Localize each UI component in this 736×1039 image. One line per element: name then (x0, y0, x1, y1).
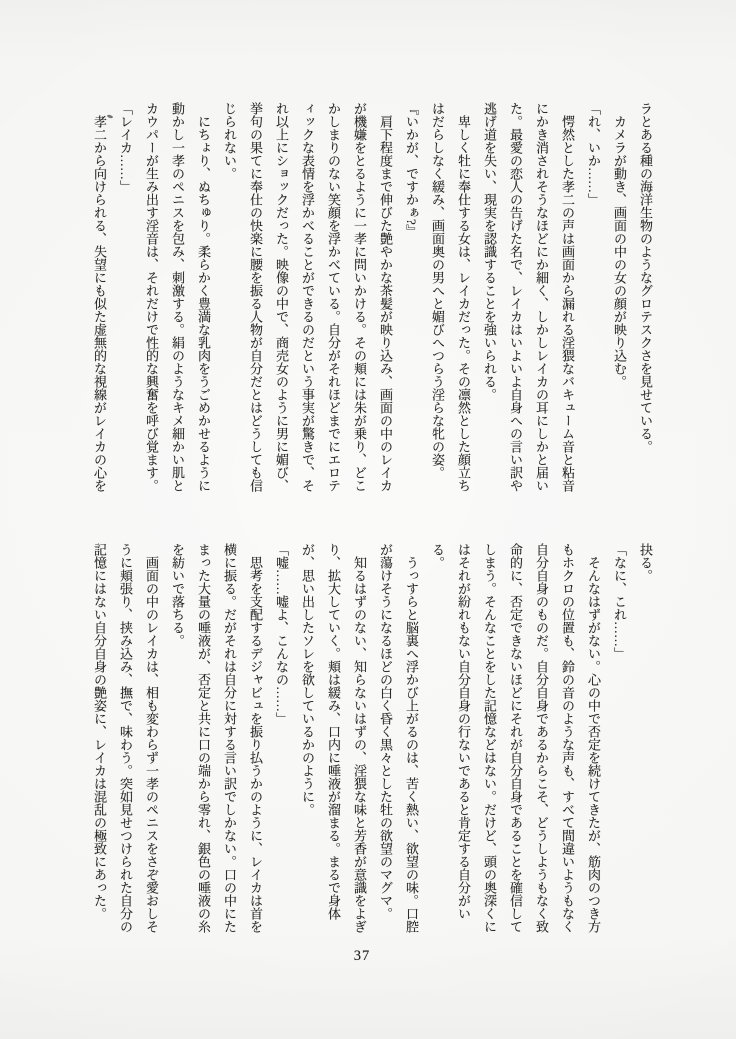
text-line: る。 (430, 543, 445, 569)
text-line: 挙句の果てに奉仕の快楽に腰を振る人物が自分だとはどうしても信 (248, 102, 263, 492)
text-line: カメラが動き、画面の中の女の顔が映り込む。 (612, 102, 627, 388)
text-block-bottom (86, 543, 658, 939)
text-line: 動かし一孝のペニスを包み、刺激する。絹のようなキメ細かい肌と (170, 102, 185, 492)
text-line: にかき消されそうなほどにか細く、しかしレイカの耳にしかと届い (534, 102, 549, 492)
text-line: 知るはずのない、知らないはずの、淫猥な味と芳香が意識をよぎ (352, 543, 367, 933)
text-line: はだらしなく緩み、画面奥の男へと媚びへつらう淫らな牝の姿。 (430, 102, 445, 479)
text-line: れ以上にショックだった。映像の中で、商売女のように男に媚び、 (274, 102, 289, 492)
text-block-top (86, 102, 658, 498)
text-line: 「嘘……嘘よ、こんなの……」 (274, 543, 289, 725)
text-line: そんなはずがない。心の中で否定を続けてきたが、筋肉のつき方 (586, 543, 601, 933)
text-line: ラとある種の海洋生物のようなグロテスクさを見せている。 (638, 102, 653, 453)
text-line: 「レイカ……」 (118, 102, 133, 193)
text-line: 「なに、これ……」 (612, 543, 627, 660)
text-line: 命的に、否定できないほどにそれが自分自身であることを確信して (508, 543, 523, 933)
text-line: もホクロの位置も、鈴の音のような声も、すべて間違いようもなく (560, 543, 575, 933)
text-line: ィックな表情を浮かべることができるのだという事実が驚きで、そ (300, 102, 315, 492)
text-line: うに頬張り、挟み込み、撫で、味わう。突如見せつけられた自分の (118, 543, 133, 933)
text-line: 逃げ道を失い、現実を認識することを強いられる。 (482, 102, 497, 401)
text-line: うっすらと脳裏へ浮かび上がるのは、苦く熱い、欲望の味。口腔 (404, 543, 419, 933)
text-line: 孝二から向けられる、失望にも似た虚無的な視線がレイカの心を (92, 102, 107, 492)
text-line: 肩下程度まで伸びた艶やかな茶髪が映り込み、画面の中のレイカ (378, 102, 393, 492)
text-line: が、思い出したソレを欲しているかのように。 (300, 543, 315, 816)
text-line: 自分自身のものだ。自分自身であるからこそ、どうしようもなく致 (534, 543, 549, 933)
text-line: しまう。そんなことをした記憶などはない。だけど、頭の奥深くに (482, 543, 497, 933)
text-line: まった大量の唾液が、否定と共に口の端から零れ、銀色の唾液の糸 (196, 543, 211, 933)
text-line: が機嫌をとるように一孝に問いかける。その頬には朱が乗り、どこ (352, 102, 367, 492)
text-line: 卑しく牡に奉仕する女は、レイカだった。その凛然とした顔立ち (456, 102, 471, 492)
text-line: カウパーが生み出す淫音は、それだけで性的な興奮を呼び覚ます。 (144, 102, 159, 492)
text-line: はそれが紛れもない自分自身の行ないであると肯定する自分がい (456, 543, 471, 920)
text-line: かしまりのない笑顔を浮かべている。自分がそれほどまでにエロテ (326, 102, 341, 492)
text-line: 横に振る。だがそれは自分に対する言い訳でしかない。口の中にた (222, 543, 237, 933)
text-line: り、拡大していく。頬は緩み、口内に唾液が溜まる。まるで身体 (326, 543, 341, 920)
text-line: た。最愛の恋人の告げた名で、レイカはいよいよ自身への言い訳や (508, 102, 523, 492)
page-number: 37 (353, 948, 371, 964)
text-line: 「れ、いか……」 (586, 102, 601, 206)
text-line: 愕然とした孝二の声は画面から漏れる淫猥なバキューム音と粘音 (560, 102, 575, 492)
text-line: にちょり、ぬちゅり。柔らかく豊満な乳肉をうごめかせるように (196, 102, 211, 492)
text-line: 記憶にはない自分自身の艶姿に、レイカは混乱の極致にあった。 (92, 543, 107, 920)
text-line: 思考を支配するデジャビュを振り払うかのように、レイカは首を (248, 543, 263, 933)
text-line: 『いかが、ですかぁ?』 (404, 102, 419, 238)
text-line: が蕩けそうになるほどの白く昏く黒々とした牡の欲望のマグマ。 (378, 543, 393, 920)
text-line: を紡いで落ちる。 (170, 543, 185, 647)
text-line: じられない。 (222, 102, 237, 180)
text-line: 抉る。 (638, 543, 653, 582)
text-line: 画面の中のレイカは、相も変わらず一孝のペニスをさぞ愛おしそ (144, 543, 159, 933)
